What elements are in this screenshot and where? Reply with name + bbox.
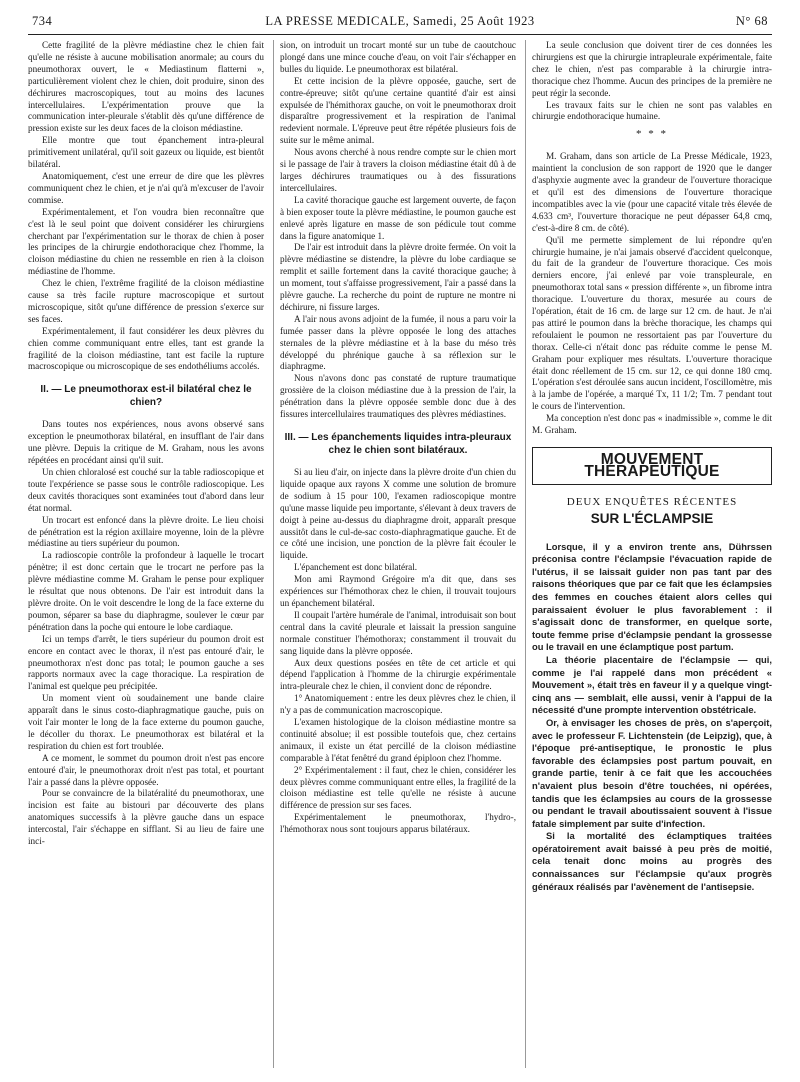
paragraph: Et cette incision de la plèvre opposée, gauche, sert de contre-épreuve; sitôt qu'une certaine quantité d'air est ainsi expulsée de l'hémithorax gauche, on voit le pneumothorax droit disparaître progressivement et la respiration de l'animal redevient normale. L'épreuve peut être répétée plusieurs fois de suite sur le même animal. bbox=[280, 75, 516, 146]
header-rule bbox=[28, 34, 772, 35]
paragraph: Dans toutes nos expériences, nous avons observé sans exception le pneumothorax bilatéral, en insufflant de l'air dans une plèvre. Depuis la critique de M. Graham, nous les avons répétées en procédant ainsi qu'il suit. bbox=[28, 419, 264, 466]
paragraph: L'épanchement est donc bilatéral. bbox=[294, 562, 418, 573]
paragraph: La théorie placentaire de l'éclampsie — qui, comme je l'ai rappelé dans mon précédent « Mouvement », était très en faveur il y a quelque vingt-cinq ans — semblait, elle aussi, venir à l'appui de la nécessité d'une prompte intervention obstétricale. bbox=[532, 653, 772, 716]
paragraph: Un moment vient où soudainement une bande claire apparaît dans le sinus costo-diaphragmatique gauche, puis on voit l'air monter le long de la face externe du poumon gauche, le décoller du thorax. Le pneumothorax est bilatéral et la respiration du chien est fort troublée. bbox=[28, 693, 264, 751]
paragraph: Ma conception n'est donc pas « inadmissible », comme le dit M. Graham. bbox=[532, 413, 772, 436]
rubric-title-box: MOUVEMENT THÉRAPEUTIQUE bbox=[532, 447, 772, 485]
paragraph: Qu'il me permette simplement de lui répondre qu'en chirurgie humaine, je n'ai jamais observé d'accident quelconque, du fait de la grandeur de l'ouverture thoracique. Ces mois derniers encore, j'ai enlevé par voie transpleurale, en pneumothorax total sans « pression différente », un fibrome intra thoracique. L'ouverture du thorax, mesurée au cours de l'opération, était de 16 cm. de large sur 12 cm. de haut. Je n'ai pas attiré le poumon dans la brèche thoracique, les champs qui refoulaient le poumon ne ressortaient pas par l'ouverture du thorax. Celle-ci n'était donc pas réduite comme le pense M. Graham pour expliquer mes résultats. L'ouverture thoracique était donc réellement de 15 cm. sur 12, ce qui donne 180 cmq. L'opération s'est déroulée sans aucun incident, l'oscillomètre, mis à la jambe de l'opérée, a marqué Tx, 11 1/2; Tm. 7 pendant tout le cours de l'intervention. bbox=[532, 234, 772, 412]
column-right bbox=[532, 40, 772, 1070]
paragraph: Pour se convaincre de la bilatéralité du pneumothorax, une incision est faite au bistouri par découverte des plans anatomiques successifs à la plèvre gauche dans un espace intercostal, l'air s'échappe en sifflant. Si au lieu de faire une inci- bbox=[28, 788, 264, 847]
paragraph: Aux deux questions posées en tête de cet article et qui dépend l'application à l'homme de la chirurgie expérimentale intra-pleurale chez le chien, il convient donc de répondre. bbox=[280, 657, 516, 692]
column-middle bbox=[280, 40, 516, 1070]
paragraph: Les travaux faits sur le chien ne sont pas valables en chirurgie endothoracique humaine. bbox=[532, 99, 772, 122]
paragraph: Il coupait l'artère humérale de l'animal, introduisait son bout central dans la cavité pleurale et laissait la pression sanguine normale constituer l'hémothorax; constamment il trouvait du sang liquide dans la plèvre opposée. bbox=[280, 609, 516, 656]
paragraph: Expérimentalement le pneumothorax, l'hydro-, l'hémothorax nous sont toujours apparus bilatéraux. bbox=[280, 812, 516, 835]
paragraph: Si au lieu d'air, on injecte dans la plèvre droite d'un chien du liquide opaque aux rayons X comme une solution de bromure de sodium à 15 pour 100, l'examen radioscopique montre qu'une masse liquide peu importante, s'élevant à deux travers de doigt à peine au-dessus du diaphragme droit, apparaît presque aussitôt dans le cul-de-sac costo-diaphragmatique gauche. Et de ce côté une incision, une ponction de la plèvre fait écouler le liquide. bbox=[280, 467, 516, 561]
paragraph: La seule conclusion que doivent tirer de ces données les chirurgiens est que la chirurgie intrapleurale expérimentale, faite chez le chien, n'est pas comparable à la chirurgie intra-thoracique chez l'homme. Aucun des principes de la première ne peut régir la seconde. bbox=[532, 40, 772, 98]
paragraph: A ce moment, le sommet du poumon droit n'est pas encore entouré d'air, le pneumothorax droit n'est pas total, et pourtant l'air a passé dans la plèvre opposée. bbox=[28, 752, 264, 787]
column-left bbox=[28, 40, 264, 1070]
paragraph: A l'air nous avons adjoint de la fumée, il nous a paru voir la fumée passer dans la plèvre opposée le long des attaches sternales de la plèvre médiastine et à la base du méso très développé du phrénique gauche à sa réflexion sur le diaphragme. bbox=[280, 313, 516, 372]
paragraph: De l'air est introduit dans la plèvre droite fermée. On voit la plèvre médiastine se distendre, la plèvre du lobe cardiaque se remplit et saille fortement dans la cavité thoracique gauche; à un moment, tout s'affaisse progressivement, l'air a passé dans la plèvre gauche. La recherche du point de rupture ne montre ni déchirure, ni fissure larges. bbox=[280, 242, 516, 312]
paragraph: M. Graham, dans son article de La Presse Médicale, 1923, maintient la conclusion de son rapport de 1920 que le danger d'asphyxie augmente avec la grandeur de l'ouverture thoracique et qu'il est des dimensions de l'ouverture thoracique incompatibles avec la vie (pour une capacité vitale très élevée de 4.633 cm³, l'ouverture thoracique ne peut dépasser 64,8 cmq, c'est-à-dire 8 cm. de côté). bbox=[532, 151, 772, 233]
page-number: 734 bbox=[32, 14, 53, 28]
paragraph: La cavité thoracique gauche est largement ouverte, de façon à bien exposer toute la plèvre médiastine, le poumon gauche est enlevé après ligature en masse de son pédicule tout comme dans la figure anatomique 1. bbox=[280, 194, 516, 241]
paragraph: Un chien chloralosé est couché sur la table radioscopique et toute l'expérience se passe sous le contrôle radioscopique. Les deux cavités thoraciques sont examinées tout d'abord dans leur état normal. bbox=[28, 467, 264, 513]
paragraph: Nous avons cherché à nous rendre compte sur le chien mort si le passage de l'air à travers la cloison médiastine était dû à de larges déchirures traumatiques ou à des fissurations intercellulaires. bbox=[280, 147, 516, 193]
paragraph: Or, à envisager les choses de près, on s'aperçoit, avec le professeur F. Lichtenstein (de Leipzig), que, à l'époque pré-antiseptique, le pronostic le plus favorable des éclampsies post partum pouvait, en grande partie, tenir à ce fait que les accouchées n'avaient plus besoin d'être touchées, ni opérées, tandis que les éclampsies au cours de la grossesse ou pendant le travail aboutissaient souvent à l'issue fatale simplement par suite d'infection. bbox=[532, 716, 772, 829]
publication-title: LA PRESSE MEDICALE, Samedi, 25 Août 1923 bbox=[265, 14, 535, 28]
paragraph: L'examen histologique de la cloison médiastine montre sa continuité absolue; il est possible toutefois que, chez certains animaux, il existe un état percillé de la cloison médiastine comparable à l'état fenêtré du grand épiploon chez l'homme. bbox=[280, 717, 516, 763]
section-heading-2: II. — Le pneumothorax est-il bilatéral chez le chien? bbox=[40, 384, 252, 408]
paragraph: Anatomiquement, c'est une erreur de dire que les plèvres communiquent chez le chien, et je n'ai qu'à m'excuser de l'avoir commise. bbox=[28, 170, 264, 205]
paragraph: Si la mortalité des éclamptiques traitées opératoirement avait baissé à peu près de moitié, cela tenait donc moins au progrès des connaissances sur l'éclampsie qu'aux progrès généraux réalisés par l'avènement de l'antisepsie. bbox=[532, 830, 772, 892]
paragraph: Lorsque, il y a environ trente ans, Dührssen préconisa contre l'éclampsie l'évacuation rapide de l'utérus, il se laissait guider non pas tant par des raisons théoriques que par ce fait que les éclampsies des femmes en couches étaient alors celles qui paraissaient évoluer le plus favorablement : il s'agissait donc de transformer, en quelque sorte, toute femme prise d'éclampsie pendant la grossesse ou le travail en une éclamptique post partum. bbox=[532, 540, 772, 653]
paragraph: Elle montre que tout épanchement intra-pleural primitivement unilatéral, qu'il soit gazeux ou liquide, est bientôt bilatéral. bbox=[28, 135, 264, 170]
newspaper-page bbox=[28, 10, 772, 1072]
paragraph: Nous n'avons donc pas constaté de rupture traumatique grossière de la cloison médiastine due à la pression de l'air, la pénétration dans la plèvre opposée semble donc due à des fissures intercellulaires traumatiques des plèvres médiastines. bbox=[280, 373, 516, 420]
paragraph: 1° Anatomiquement : entre les deux plèvres chez le chien, il n'y a pas de communication macroscopique. bbox=[280, 693, 516, 716]
paragraph: 2° Expérimentalement : il faut, chez le chien, considérer les deux plèvres comme communiquant entre elles, la fragilité de la cloison médiastine est telle qu'elle ne résiste à aucune différence de pression sur ses faces. bbox=[280, 764, 516, 811]
article-headline: SUR L'ÉCLAMPSIE bbox=[590, 510, 714, 526]
article-body bbox=[532, 541, 772, 894]
paragraph: Cette fragilité de la plèvre médiastine chez le chien fait qu'elle ne résiste à aucune mobilisation anormale; au cours du pneumothorax ouvert, le « Mediastinum flatterni », particulièrement violent chez le chien, doit produire, sinon des déchirures macroscopiques, tout au moins des lacunes intercellulaires. L'expérimentation prouve que la communication inter-pleurale s'établit dès qu'une différence de pression existe sur les deux faces de la cloison médiastine. bbox=[28, 40, 264, 134]
section-separator-stars: * * * bbox=[636, 128, 668, 141]
page-header bbox=[28, 10, 772, 32]
article-kicker: DEUX ENQUÊTES RÉCENTES bbox=[566, 495, 738, 508]
paragraph: Ici un temps d'arrêt, le tiers supérieur du poumon droit est encore en contact avec le thorax, il n'est pas entouré d'air, le pneumothorax n'est donc pas total; le poumon gauche a ses rapports normaux avec la cage thoracique. La respiration de l'animal est quelque peu précipitée. bbox=[28, 633, 264, 692]
paragraph: Chez le chien, l'extrême fragilité de la cloison médiastine cause sa très facile rupture macroscopique et surtout microscopique, sitôt qu'une différence de pression s'exerce sur ses faces. bbox=[28, 278, 264, 324]
paragraph: Mon ami Raymond Grégoire m'a dit que, dans ses expériences sur l'hémothorax chez le chien, il trouvait toujours un épanchement bilatéral. bbox=[280, 574, 516, 608]
paragraph: Expérimentalement, il faut considérer les deux plèvres du chien comme communiquant entre elles, tant est grande la fragilité de la cloison médiastine, tant est facile la rupture macroscopique ou microscopique de ses endothéliums accolés. bbox=[28, 325, 264, 372]
issue-number: N° 68 bbox=[735, 14, 768, 28]
paragraph: La radioscopie contrôle la profondeur à laquelle le trocart pénètre; il est donc certain que le trocart ne perfore pas la plèvre médiastine comme M. Graham le pense pour expliquer le résultat que nous obtenons. De l'air est introduit dans la plèvre droite. On le voit descendre le long de la face externe du poumon, séparer sa base du diaphragme, soulever le cœur par pénétration dans la poche qui entoure le lobe cardiaque. bbox=[28, 550, 264, 632]
column-divider bbox=[273, 40, 274, 1068]
section-heading-3: III. — Les épanchements liquides intra-pleuraux chez le chien sont bilatéraux. bbox=[284, 432, 512, 456]
paragraph: Un trocart est enfoncé dans la plèvre droite. Le lieu choisi de pénétration est la région axillaire moyenne, loin de la plèvre médiastine au tiers supérieur du poumon. bbox=[28, 514, 264, 549]
paragraph: Expérimentalement, et l'on voudra bien reconnaître que c'est là le seul point que doivent considérer les chirurgiens cherchant par l'expérimentation sur le thorax de chien à poser les principes de la chirurgie endothoracique chez l'homme, la cloison médiastine du chien ne ressemble en rien à la cloison médiastine de l'homme. bbox=[28, 206, 264, 277]
column-divider bbox=[525, 40, 526, 1068]
paragraph: sion, on introduit un trocart monté sur un tube de caoutchouc plongé dans une mince couche d'eau, on voit l'air s'échapper en bulles du liquide. Le pneumothorax est bilatéral. bbox=[280, 40, 516, 74]
